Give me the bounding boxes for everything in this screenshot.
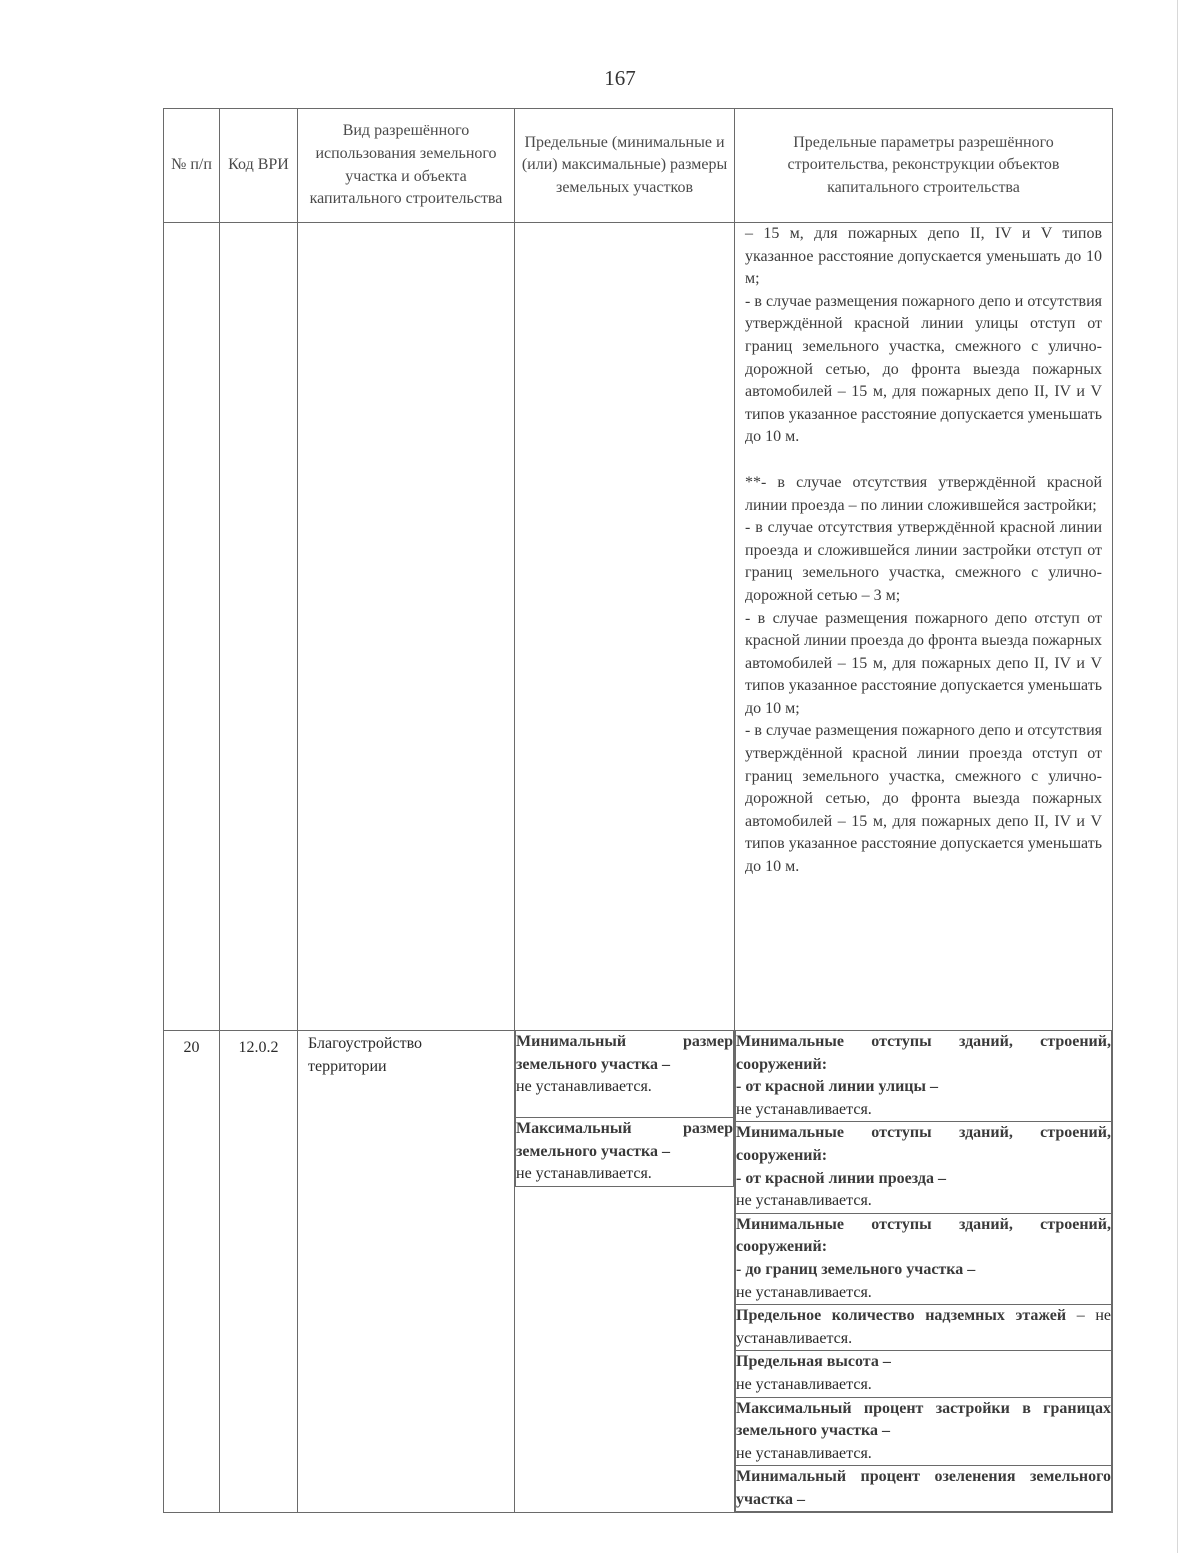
continued-paragraph: - в случае отсутствия утверждённой красной линии проезда и сложившейся линии застройки отступ от границ земельного участка, смежного с улично-дорожной сетью – 3 м; <box>745 519 1102 604</box>
cell-empty <box>515 223 735 1031</box>
table-header-row <box>164 109 1113 223</box>
row-params <box>735 1031 1113 1513</box>
row-sizes <box>515 1031 735 1513</box>
header-kind: Вид разрешённого использования земельного участка и объекта капитального строительства <box>298 109 515 223</box>
continued-paragraph: – 15 м, для пожарных депо II, IV и V типов указанное расстояние допускается уменьшать до 10 м; <box>745 225 1102 288</box>
param-cell: Предельное количество надземных этажей – не устанавливается. <box>736 1305 1112 1351</box>
param-cell: Минимальные отступы зданий, строений, сооружений: - от красной линии улицы – не устанавливается. <box>736 1031 1112 1122</box>
page-number: 167 <box>604 66 636 90</box>
header-number: № п/п <box>164 109 220 223</box>
param-cell: Предельная высота – не устанавливается. <box>736 1351 1112 1397</box>
cell-empty <box>220 223 298 1031</box>
min-size-cell: Минимальный размер земельного участка – не устанавливается. <box>516 1031 734 1118</box>
param-cell: Минимальные отступы зданий, строений, сооружений: - до границ земельного участка – не устанавливается. <box>736 1213 1112 1304</box>
continued-params-cell <box>735 223 1113 1031</box>
param-cell: Минимальные отступы зданий, строений, сооружений: - от красной линии проезда – не устанавливается. <box>736 1122 1112 1213</box>
continued-paragraph: - в случае размещения пожарного депо и отсутствия утверждённой красной линии проезда отступ от границ земельного участка, смежного с улично-дорожной сетью, до фронта выезда пожарных автомобилей – 15 м, для пожарных депо II, IV и V типов указанное расстояние допускается уменьшать до 10 м. <box>745 722 1102 876</box>
max-size-cell: Максимальный размер земельного участка – не устанавливается. <box>516 1118 734 1187</box>
regulations-table <box>163 108 1113 1513</box>
paragraph-gap <box>745 449 1102 472</box>
header-code: Код ВРИ <box>220 109 298 223</box>
cell-empty <box>298 223 515 1031</box>
param-cell: Минимальный процент озеленения земельного участка – <box>736 1466 1112 1512</box>
cell-empty <box>164 223 220 1031</box>
continued-paragraph: **- в случае отсутствия утверждённой красной линии проезда – по линии сложившейся застройки; <box>745 473 1102 514</box>
params-subtable <box>735 1031 1112 1512</box>
param-cell: Максимальный процент застройки в границах земельного участка – не устанавливается. <box>736 1397 1112 1466</box>
continued-paragraph: - в случае размещения пожарного депо и отсутствия утверждённой красной линии улицы отступ от границ земельного участка, смежного с улично-дорожной сетью, до фронта выезда пожарных автомобилей – 15 м, для пожарных депо II, IV и V типов указанное расстояние допускается уменьшать до 10 м. <box>745 292 1102 446</box>
header-sizes: Предельные (минимальные и (или) максимальные) размеры земельных участков <box>515 109 735 223</box>
row-code: 12.0.2 <box>220 1031 298 1513</box>
header-params: Предельные параметры разрешённого строительства, реконструкции объектов капитального строительства <box>735 109 1113 223</box>
sizes-subtable <box>515 1031 734 1187</box>
scan-edge-line <box>1177 0 1178 1553</box>
continued-paragraph: - в случае размещения пожарного депо отступ от красной линии проезда до фронта выезда пожарных автомобилей – 15 м, для пожарных депо II, IV и V типов указанное расстояние допускается уменьшать до 10 м; <box>745 609 1102 717</box>
table-row <box>164 223 1113 1031</box>
row-kind: Благоустройство территории <box>298 1031 515 1513</box>
row-number: 20 <box>164 1031 220 1513</box>
table-row-20 <box>164 1031 1113 1513</box>
